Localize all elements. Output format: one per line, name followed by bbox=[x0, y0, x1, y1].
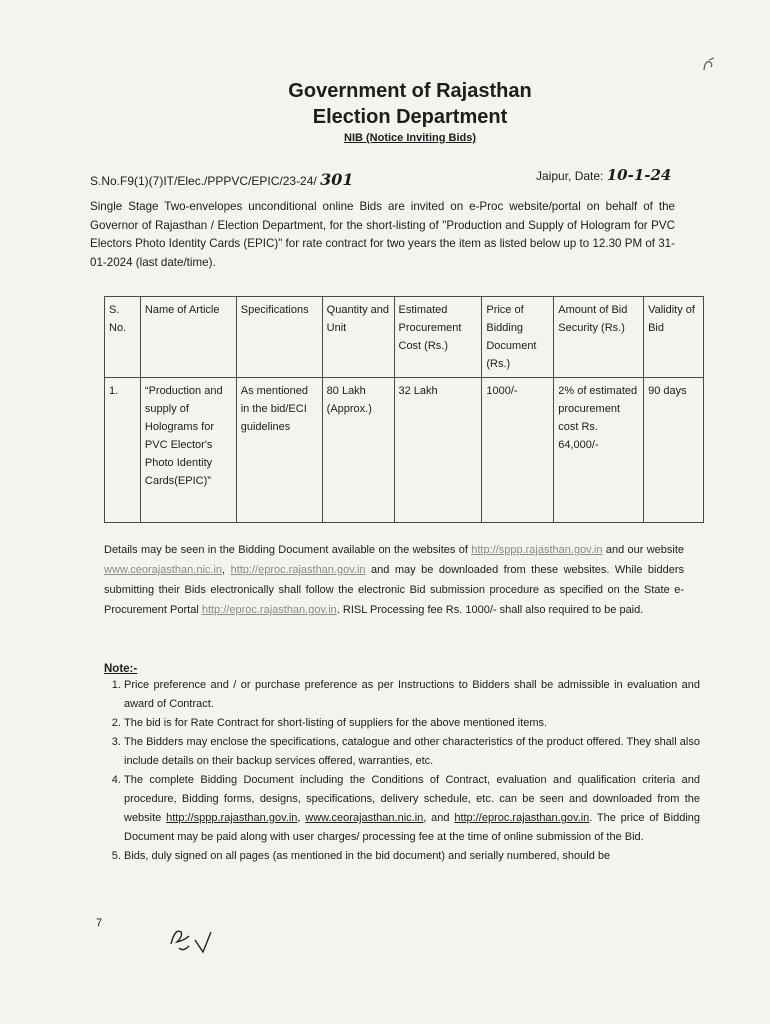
reference-prefix: S.No.F9(1)(7)IT/Elec./PPPVC/EPIC/23-24/ bbox=[90, 174, 317, 188]
table-header-row bbox=[105, 297, 704, 378]
details-text-4: . RISL Processing fee Rs. 1000/- shall also required to be paid. bbox=[336, 604, 644, 616]
note4-and: and bbox=[431, 812, 450, 824]
table-row bbox=[105, 378, 704, 523]
reference-number bbox=[90, 170, 354, 189]
notes-list bbox=[102, 676, 700, 866]
intro-paragraph: Single Stage Two-envelopes unconditional online Bids are invited on e-Proc website/portal on behalf of the Governor of Rajasthan / Election Department, for the short-listing of "Production and Supply of Hologram for PVC Electors Photo Identity Cards (EPIC)" for rate contract for two years the item as listed below up to 12.30 PM of 31-01-2024 (last date/time). bbox=[90, 200, 675, 269]
header-article: Name of Article bbox=[140, 297, 236, 378]
date-handwritten: 10-1-24 bbox=[606, 166, 672, 184]
details-text-1: Details may be seen in the Bidding Document available on the websites of bbox=[104, 544, 468, 556]
header-specifications: Specifications bbox=[236, 297, 322, 378]
note4-text-a: The complete Bidding Document including the Conditions of Contract, evaluation and qualification criteria and procedure, Bidding forms, designs, specifications, delivery schedule, etc. can be seen and downloaded from the website bbox=[124, 774, 700, 824]
notes-heading: Note:- bbox=[104, 663, 138, 675]
government-title: Government of Rajasthan bbox=[288, 80, 532, 102]
note-item: 3. The Bidders may enclose the specifications, catalogue and other characteristics of the product offered. They shall also include details on their backup services offered, warranties, etc. bbox=[124, 733, 700, 771]
issue-date bbox=[536, 166, 671, 184]
eproc-link[interactable]: http://eproc.rajasthan.gov.in bbox=[230, 564, 366, 576]
corner-pen-mark bbox=[700, 56, 720, 76]
note-item: 5. Bids, duly signed on all pages (as mentioned in the bid document) and serially numbered, should be bbox=[124, 847, 700, 866]
cell-sno: 1. bbox=[105, 378, 141, 523]
sppp-link[interactable]: http://sppp.rajasthan.gov.in bbox=[471, 544, 603, 556]
header-estimated-cost: Estimated Procurement Cost (Rs.) bbox=[394, 297, 482, 378]
note-item: 2. The bid is for Rate Contract for short-listing of suppliers for the above mentioned items. bbox=[124, 714, 700, 733]
note4-ceo-link[interactable]: www.ceorajasthan.nic.in bbox=[305, 812, 424, 824]
page-number: 7 bbox=[96, 917, 103, 929]
details-text-2: and our website bbox=[605, 544, 685, 556]
initials-signature bbox=[165, 918, 225, 956]
eproc-portal-link[interactable]: http://eproc.rajasthan.gov.in bbox=[201, 604, 337, 616]
department-title: Election Department bbox=[312, 106, 508, 128]
cell-document-price: 1000/- bbox=[482, 378, 554, 523]
nib-subtitle: NIB (Notice Inviting Bids) bbox=[344, 132, 476, 144]
note-item: 1. Price preference and / or purchase preference as per Instructions to Bidders shall be admissible in evaluation and award of Contract. bbox=[124, 676, 700, 714]
note4-text-b: . The price of Bidding Document may be paid along with user charges/ processing fee at the time of online submission of the Bid. bbox=[124, 812, 701, 843]
header-sno: S. No. bbox=[105, 297, 141, 378]
cell-specifications: As mentioned in the bid/ECI guidelines bbox=[236, 378, 322, 523]
note-item: 4. The complete Bidding Document including the Conditions of Contract, evaluation and qualification criteria and procedure, Bidding forms, designs, specifications, delivery schedule, etc. can be seen and downloaded from the website http://sppp.rajasthan.gov.in, www.ceorajasthan.nic.in, and http://eproc.rajasthan.gov.in. The price of Bidding Document may be paid along with user charges/ processing fee at the time of online submission of the Bid. bbox=[124, 771, 700, 847]
header-validity: Validity of Bid bbox=[644, 297, 704, 378]
reference-handwritten-number: 301 bbox=[320, 170, 354, 189]
note4-sppp-link[interactable]: http://sppp.rajasthan.gov.in bbox=[166, 812, 298, 824]
header-bid-security: Amount of Bid Security (Rs.) bbox=[554, 297, 644, 378]
header-quantity: Quantity and Unit bbox=[322, 297, 394, 378]
bid-table bbox=[104, 296, 704, 523]
details-paragraph: Details may be seen in the Bidding Document available on the websites of http://sppp.rajasthan.gov.in and our website www.ceorajasthan.nic.in, http://eproc.rajasthan.gov.in and may be downloaded from these websites. While bidders submitting their Bids electronically shall follow the electronic Bid submission procedure as specified on the State e-Procurement Portal http://eproc.rajasthan.gov.in. RISL Processing fee Rs. 1000/- shall also required to be paid. bbox=[104, 544, 685, 616]
header-document-price: Price of Bidding Document (Rs.) bbox=[482, 297, 554, 378]
ceo-website-link[interactable]: www.ceorajasthan.nic.in bbox=[104, 564, 223, 576]
cell-quantity: 80 Lakh (Approx.) bbox=[322, 378, 394, 523]
cell-validity: 90 days bbox=[644, 378, 704, 523]
details-text-3: and may be downloaded from these websites. While bidders submitting their Bids electronically shall follow the electronic Bid submission procedure as specified on the State e-Procurement Portal bbox=[104, 564, 684, 616]
cell-article: “Production and supply of Holograms for PVC Elector's Photo Identity Cards(EPIC)” bbox=[140, 378, 236, 523]
date-label: Jaipur, Date: bbox=[536, 169, 604, 183]
cell-estimated-cost: 32 Lakh bbox=[394, 378, 482, 523]
note4-eproc-link[interactable]: http://eproc.rajasthan.gov.in bbox=[454, 812, 590, 824]
cell-bid-security: 2% of estimated procurement cost Rs. 64,000/- bbox=[554, 378, 644, 523]
